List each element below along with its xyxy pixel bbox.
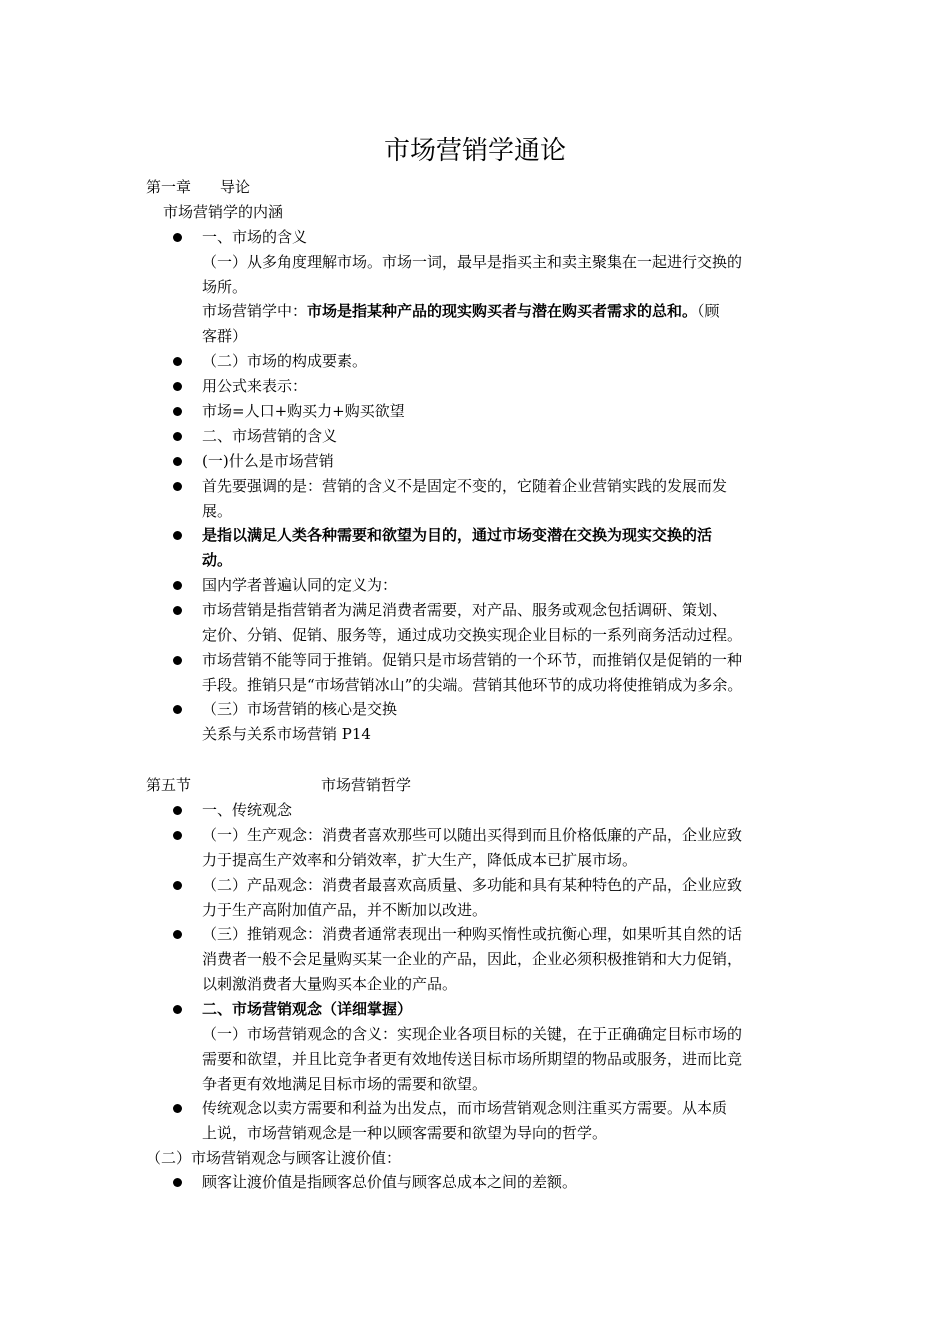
bullet-icon: [173, 1005, 182, 1014]
section5-name: 市场营销哲学: [321, 776, 412, 794]
market-formula: 市场=人口+购买力+购买欲望: [202, 402, 405, 420]
marketing-concept-line-1: （一）市场营销观念的含义：实现企业各项目标的关键，在于正确确定目标市场的: [202, 1025, 743, 1043]
section-subhead: 市场营销学的内涵: [163, 203, 284, 221]
not-sales-line-1: 市场营销不能等同于推销。促销只是市场营销的一个环节，而推销仅是促销的一种: [202, 651, 743, 669]
bullet-icon: [173, 656, 182, 665]
chapter-name: 导论: [220, 178, 251, 196]
bullet-icon: [173, 705, 182, 714]
production-line-1: （一）生产观念：消费者喜欢那些可以随出买得到而且价格低廉的产品，企业应致: [202, 826, 743, 844]
market-definition-line-2: 客群）: [202, 327, 248, 345]
definition-bold: 市场是指某种产品的现实购买者与潜在购买者需求的总和。: [307, 302, 698, 320]
definition-prefix: 市场营销学中：: [202, 302, 308, 320]
relationship-marketing: 关系与关系市场营销 P14: [202, 725, 371, 743]
not-sales-line-2: 手段。推销只是“市场营销冰山”的尖端。营销其他环节的成功将使推销成为多余。: [202, 676, 743, 694]
formula-intro: 用公式来表示：: [202, 377, 308, 395]
product-line-2: 力于生产高附加值产品，并不断加以改进。: [202, 901, 488, 919]
marketing-concept-heading: 二、市场营销观念（详细掌握）: [202, 1000, 413, 1018]
marketing-concept-line-2: 需要和欲望，并且比竞争者更有效地传送目标市场所期望的物品或服务，进而比竞: [202, 1050, 743, 1068]
bullet-icon: [173, 831, 182, 840]
bullet-icon: [173, 432, 182, 441]
delivered-value-heading: （二）市场营销观念与顾客让渡价值：: [146, 1149, 402, 1167]
bullet-icon: [173, 482, 182, 491]
selling-line-3: 以刺激消费者大量购买本企业的产品。: [202, 975, 458, 993]
traditional-heading: 一、传统观念: [202, 801, 293, 819]
selling-line-1: （三）推销观念：消费者通常表现出一种购买惰性或抗衡心理，如果听其自然的话: [202, 925, 743, 943]
marketing-core: （三）市场营销的核心是交换: [202, 700, 398, 718]
bullet-icon: [173, 357, 182, 366]
marketing-what: (一)什么是市场营销: [202, 452, 334, 470]
bullet-icon: [173, 806, 182, 815]
product-line-1: （二）产品观念：消费者最喜欢高质量、多功能和具有某种特色的产品，企业应致: [202, 876, 743, 894]
market-heading: 一、市场的含义: [202, 228, 308, 246]
marketing-definition-line-1: 市场营销是指营销者为满足消费者需要，对产品、服务或观念包括调研、策划、: [202, 601, 728, 619]
market-definition: [202, 301, 720, 321]
production-line-2: 力于提高生产效率和分销效率，扩大生产，降低成本已扩展市场。: [202, 851, 638, 869]
emphasis-line-2: 展。: [202, 502, 233, 520]
market-angle-line-2: 场所。: [202, 278, 248, 296]
delivered-value-definition: 顾客让渡价值是指顾客总价值与顾客总成本之间的差额。: [202, 1173, 578, 1191]
marketing-heading: 二、市场营销的含义: [202, 427, 338, 445]
document-title: 市场营销学通论: [383, 136, 566, 166]
bullet-icon: [173, 531, 182, 540]
bullet-icon: [173, 1104, 182, 1113]
bullet-icon: [173, 581, 182, 590]
bullet-icon: [173, 407, 182, 416]
market-elements: （二）市场的构成要素。: [202, 352, 368, 370]
chapter-number: 第一章: [146, 178, 192, 196]
bold-definition-line-1: 是指以满足人类各种需要和欲望为目的，通过市场变潜在交换为现实交换的活: [202, 526, 713, 544]
marketing-concept-line-3: 争者更有效地满足目标市场的需要和欲望。: [202, 1075, 488, 1093]
section5-label: 第五节: [146, 776, 192, 794]
bullet-icon: [173, 930, 182, 939]
selling-line-2: 消费者一般不会足量购买某一企业的产品，因此，企业必须积极推销和大力促销，: [202, 950, 743, 968]
compare-line-2: 上说，市场营销观念是一种以顾客需要和欲望为导向的哲学。: [202, 1124, 608, 1142]
definition-suffix: （顾: [697, 302, 720, 320]
emphasis-line-1: 首先要强调的是：营销的含义不是固定不变的，它随着企业营销实践的发展而发: [202, 477, 728, 495]
domestic-scholars: 国内学者普遍认同的定义为：: [202, 576, 398, 594]
marketing-definition-line-2: 定价、分销、促销、服务等，通过成功交换实现企业目标的一系列商务活动过程。: [202, 626, 743, 644]
bullet-icon: [173, 881, 182, 890]
bold-definition-line-2: 动。: [202, 551, 233, 569]
bullet-icon: [173, 457, 182, 466]
bullet-icon: [173, 382, 182, 391]
bullet-icon: [173, 1178, 182, 1187]
compare-line-1: 传统观念以卖方需要和利益为出发点，而市场营销观念则注重买方需要。从本质: [202, 1099, 728, 1117]
bullet-icon: [173, 606, 182, 615]
bullet-icon: [173, 233, 182, 242]
market-angle-line-1: （一）从多角度理解市场。市场一词，最早是指买主和卖主聚集在一起进行交换的: [202, 253, 743, 271]
